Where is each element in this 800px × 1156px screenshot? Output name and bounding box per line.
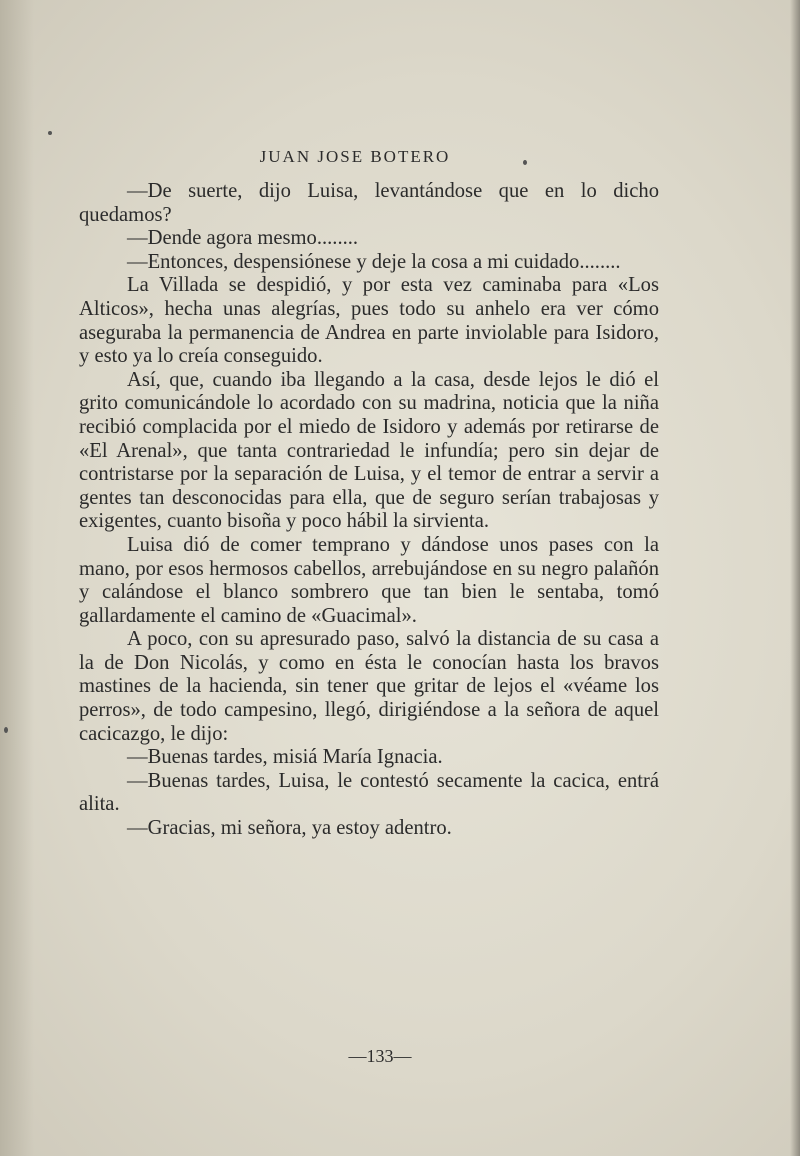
body-text: [79, 180, 659, 841]
paragraph: Luisa dió de comer temprano y dándose unos pases con la mano, por esos hermosos cabellos, arrebujándose en su negro palañón y calándose el blanco sombrero que tan bien le sentaba, tomó gallardamente el camino de «Guacimal».: [79, 533, 659, 627]
paragraph: Así, que, cuando iba llegando a la casa, desde lejos le dió el grito comunicándole lo acordado con su madrina, noticia que la niña recibió complacida por el miedo de Isidoro y además por retirarse de «El Arenal», que tanta contrariedad le infundía; pero sin dejar de contristarse por la separación de Luisa, y el temor de entrar a servir a gentes tan desconocidas para ella, que de seguro serían trabajosas y exigentes, cuanto bisoña y poco hábil la sirvienta.: [79, 368, 659, 533]
paragraph: —De suerte, dijo Luisa, levantándose que en lo dicho quedamos?: [79, 180, 659, 226]
paragraph: —Buenas tardes, misiá María Ignacia.: [127, 746, 443, 769]
paragraph: —Buenas tardes, Luisa, le contestó secamente la cacica, entrá alita.: [79, 769, 659, 816]
paragraph: —Gracias, mi señora, ya estoy adentro.: [127, 817, 452, 840]
ink-speck: [4, 727, 8, 733]
page-edge: [790, 0, 800, 1156]
gutter-shadow: [0, 0, 34, 1156]
paragraph: —Entonces, despensiónese y deje la cosa a mi cuidado........: [127, 250, 621, 273]
paragraph: La Villada se despidió, y por esta vez caminaba para «Los Alticos», hecha unas alegrías, pues todo su anhelo era ver cómo aseguraba la permanencia de Andrea en parte inviolable para Isidoro, y esto ya lo creía conseguido.: [79, 274, 659, 368]
page-number: —133—: [348, 1046, 412, 1066]
paragraph: —Dende agora mesmo........: [127, 227, 359, 250]
paragraph: A poco, con su apresurado paso, salvó la distancia de su casa a la de Don Nicolás, y como en ésta le conocían hasta los bravos mastines de la hacienda, sin tener que gritar de lejos el «véame los perros», de todo campesino, llegó, dirigiéndose a la señora de aquel cacicazgo, le dijo:: [79, 628, 659, 745]
ink-speck: [48, 131, 52, 135]
running-header: JUAN JOSE BOTERO: [259, 147, 451, 166]
